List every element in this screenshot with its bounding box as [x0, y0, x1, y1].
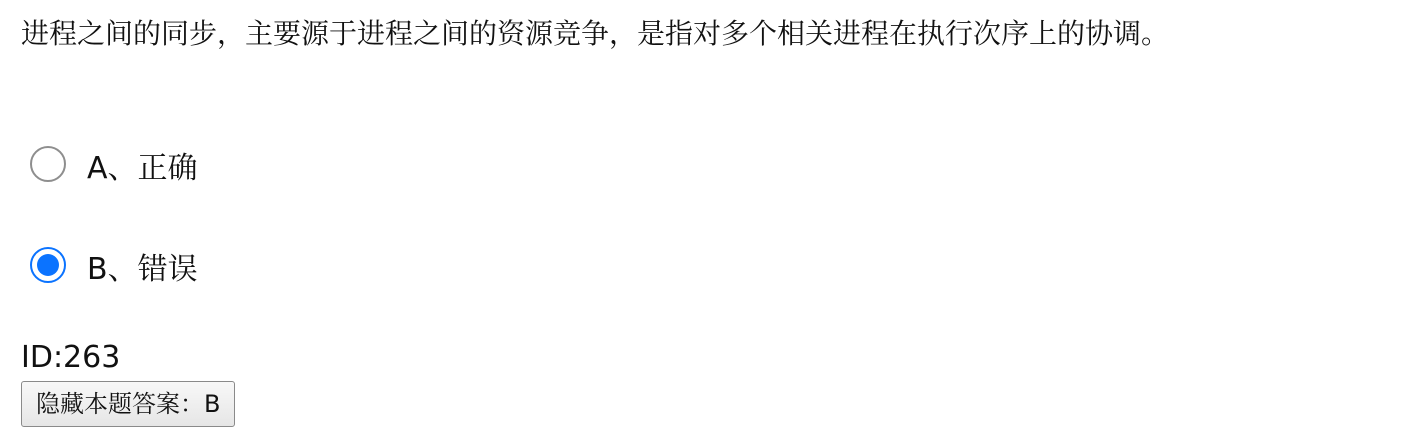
option-b[interactable] — [30, 240, 198, 290]
question-id: ID:263 — [21, 340, 121, 375]
question-text: 进程之间的同步，主要源于进程之间的资源竞争，是指对多个相关进程在执行次序上的协调。 — [21, 17, 1170, 50]
option-a-label[interactable]: A、正确 — [87, 151, 198, 186]
option-b-radio[interactable] — [30, 247, 66, 283]
option-b-label[interactable]: B、错误 — [87, 252, 198, 287]
toggle-answer-button[interactable]: 隐藏本题答案：B — [21, 381, 235, 427]
option-a[interactable] — [30, 139, 198, 189]
option-a-radio[interactable] — [30, 146, 66, 182]
